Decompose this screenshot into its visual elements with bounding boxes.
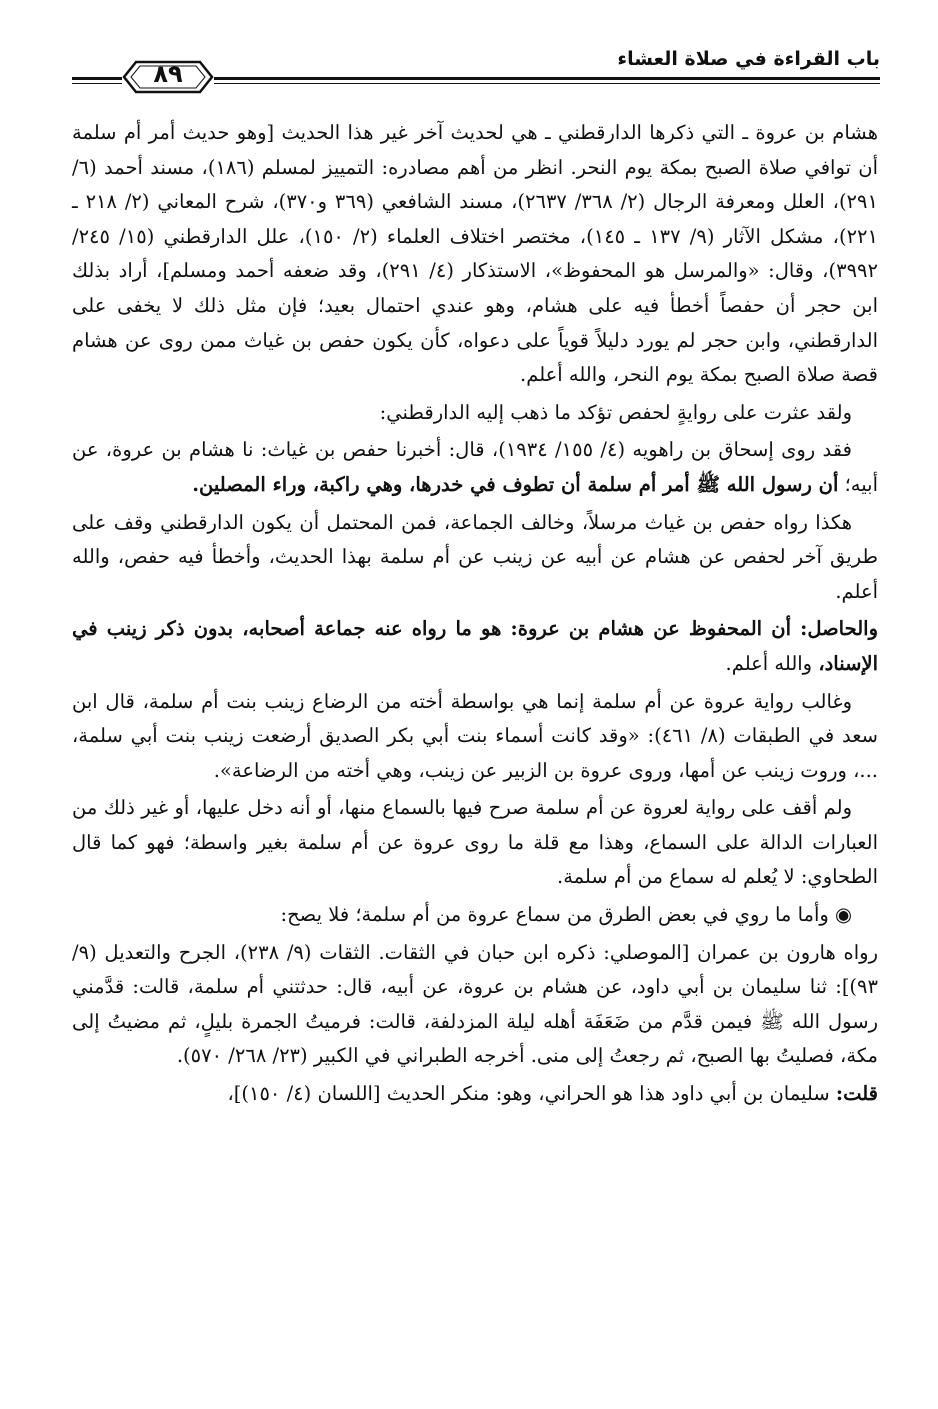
paragraph-text: فقد روى إسحاق بن راهويه (٤/ ١٥٥/ ١٩٣٤)، قال: أخبرنا حفص بن غياث: نا هشام بن عروة، عن أبيه؛ — [72, 438, 878, 496]
note-label: قلت: — [835, 1082, 878, 1106]
paragraph: ◉ وأما ما روي في بعض الطرق من سماع عروة من أم سلمة؛ فلا يصح: — [280, 903, 852, 927]
page-number-badge — [122, 56, 214, 98]
main-text — [72, 116, 878, 1112]
paragraph: وغالب رواية عروة عن أم سلمة إنما هي بواسطة أخته من الرضاع زينب بنت أم سلمة، قال ابن سعد في الطبقات (٨/ ٤٦١): «وقد كانت أسماء بنت أبي بكر الصديق أرضعت زينب بنت أبي سلمة، ...، وروت زينب عن أمها، وروى عروة بن الزبير عن زينب، وهي أخته من الرضاعة». — [72, 689, 878, 782]
hadith-text: أن رسول الله ﷺ أمر أم سلمة أن تطوف في خدرها، وهي راكبة، وراء المصلين. — [192, 472, 839, 496]
paragraph — [72, 612, 878, 681]
running-title: باب القراءة في صلاة العشاء — [617, 48, 880, 70]
paragraph: ولقد عثرت على روايةٍ لحفص تؤكد ما ذهب إليه الدارقطني: — [379, 400, 852, 424]
paragraph-text: سليمان بن أبي داود هذا هو الحراني، وهو: منكر الحديث [اللسان (٤/ ١٥٠)]، — [227, 1082, 836, 1106]
paragraph — [72, 1077, 878, 1112]
paragraph: ولم أقف على رواية لعروة عن أم سلمة صرح فيها بالسماع منها، أو أنه دخل عليها، أو غير ذلك من العبارات الدالة على السماع، وهذا مع قلة ما روى عروة عن أم سلمة بغير واسطة؛ فهو كما قال الطحاوي: لا يُعلم له سماع من أم سلمة. — [72, 796, 878, 889]
paragraph: رواه هارون بن عمران [الموصلي: ذكره ابن حبان في الثقات. الثقات (٩/ ٢٣٨)، الجرح والتعديل (٩/ ٩٣)]: ثنا سليمان بن أبي داود، عن هشام بن عروة، عن أبيه، قال: حدثتني أم سلمة، قالت: قدَّمني رسول الله ﷺ فيمن قدَّم من ضَعَفَة أهله ليلة المزدلفة، قالت: فرميتُ الجمرة بليلٍ، ثم مضيتُ إلى مكة، فصليتُ بها الصبح، ثم رجعتُ إلى منى. أخرجه الطبراني في الكبير (٢٣/ ٢٦٨/ ٥٧٠). — [72, 940, 878, 1068]
paragraph-text: والله أعلم. — [725, 651, 819, 675]
paragraph — [72, 433, 878, 502]
page-number: ٨٩ — [153, 60, 183, 88]
conclusion-text: والحاصل: أن المحفوظ عن هشام بن عروة: هو ما رواه عنه جماعة أصحابه، بدون ذكر زينب في الإسناد، — [72, 617, 878, 675]
paragraph: هشام بن عروة ـ التي ذكرها الدارقطني ـ هي لحديث آخر غير هذا الحديث [وهو حديث أمر أم سلمة أن توافي صلاة الصبح بمكة يوم النحر. انظر من أهم مصادره: التمييز لمسلم (١٨٦)، مسند أحمد (٦/ ٢٩١)، العلل ومعرفة الرجال (٢/ ٣٦٨/ ٢٦٣٧)، مسند الشافعي (٣٦٩ و٣٧٠)، شرح المعاني (٢/ ٢١٨ ـ ٢٢١)، مشكل الآثار (٩/ ١٣٧ ـ ١٤٥)، مختصر اختلاف العلماء (٢/ ١٥٠)، علل الدارقطني (١٥/ ٢٤٥/ ٣٩٩٢)، وقال: «والمرسل هو المحفوظ»، الاستذكار (٤/ ٢٩١)، وقد ضعفه أحمد ومسلم]، أراد بذلك ابن حجر أن حفصاً أخطأ فيه على هشام، وهو عندي احتمال بعيد؛ فإن مثل ذلك لا يخفى على الدارقطني، وابن حجر لم يورد دليلاً قوياً على دعواه، كأن يكون حفص بن غياث ممن روى عن هشام قصة صلاة الصبح بمكة يوم النحر، والله أعلم. — [72, 121, 879, 387]
page-header — [72, 44, 880, 104]
paragraph: هكذا رواه حفص بن غياث مرسلاً، وخالف الجماعة، فمن المحتمل أن يكون الدارقطني وقف على طريق آخر لحفص عن هشام عن أبيه عن زينب عن أم سلمة بهذا الحديث، وأخطأ فيه حفص، والله أعلم. — [72, 510, 878, 603]
